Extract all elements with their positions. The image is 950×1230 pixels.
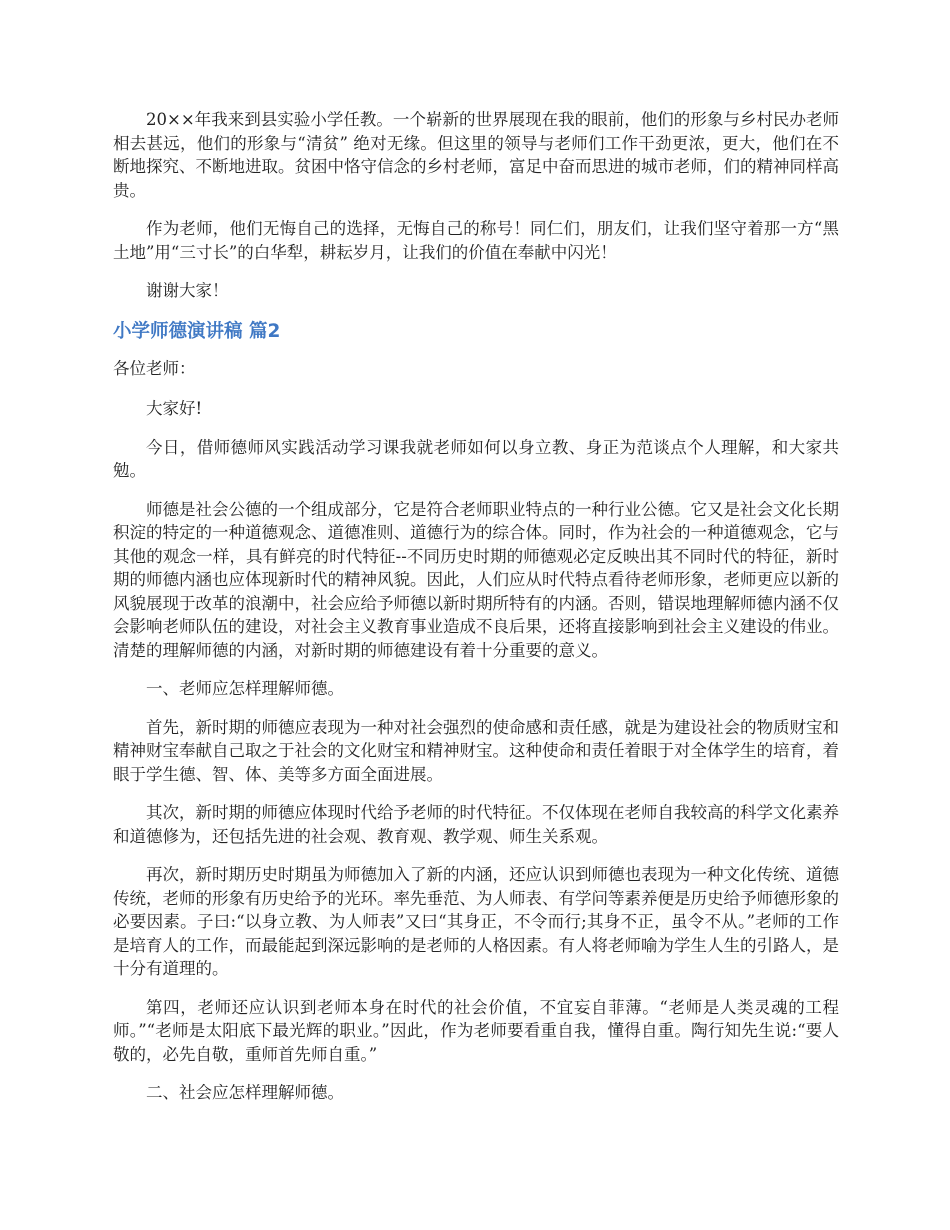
body-paragraph-2: 师德是社会公德的一个组成部分，它是符合老师职业特点的一种行业公德。它又是社会文化长期积淀的特定的一种道德观念、道德准则、道德行为的综合体。同时，作为社会的一种道德观念，它与其他的观念一样，具有鲜亮的时代特征--不同历史时期的师德观必定反映出其不同时代的特征，新时期的师德内涵也应体现新时代的精神风貌。因此，人们应从时代特点看待老师形象，老师更应以新的风貌展现于改革的浪潮中，社会应给予师德以新时期所特有的内涵。否则，错误地理解师德内涵不仅会影响老师队伍的建设，对社会主义教育事业造成不良后果，还将直接影响到社会主义建设的伟业。清楚的理解师德的内涵，对新时期的师德建设有着十分重要的意义。: [113, 499, 839, 660]
closing-thanks: 谢谢大家！: [146, 281, 229, 300]
intro-paragraph-2: 作为老师，他们无悔自己的选择，无悔自己的称号！同仁们，朋友们，让我们坚守着那一方“黑土地”用“三寸长”的白华犁，耕耘岁月，让我们的价值在奉献中闪光！: [113, 219, 839, 262]
salutation: 各位老师：: [113, 358, 196, 378]
body-paragraph-fourth: 第四，老师还应认识到老师本身在时代的社会价值，不宜妄自菲薄。“老师是人类灵魂的工程师。”“老师是太阳底下最光辉的职业。”因此，作为老师要看重自我，懂得自重。陶行知先生说:“要人敬的，必先自敬，重师首先师自重。”: [113, 997, 839, 1064]
body-paragraph-second: 其次，新时期的师德应体现时代给予老师的时代特征。不仅体现在老师自我较高的科学文化素养和道德修为，还包括先进的社会观、教育观、教学观、师生关系观。: [113, 803, 839, 846]
body-paragraph-first: 首先，新时期的师德应表现为一种对社会强烈的使命感和责任感，就是为建设社会的物质财宝和精神财宝奉献自己取之于社会的文化财宝和精神财宝。这种使命和责任着眼于对全体学生的培育，着眼于学生德、智、体、美等多方面全面进展。: [113, 717, 839, 784]
intro-paragraph-1: 20××年我来到县实验小学任教。一个崭新的世界展现在我的眼前，他们的形象与乡村民办老师相去甚远，他们的形象与“清贫” 绝对无缘。但这里的领导与老师们工作干劲更浓，更大，他们在不断地探究、不断地进取。贫困中恪守信念的乡村老师，富足中奋而思进的城市老师，们的精神同样高贵。: [113, 110, 839, 200]
section-title: 小学师德演讲稿 篇2: [113, 320, 281, 342]
subheading-society-understanding: 二、社会应怎样理解师德。: [146, 1083, 344, 1102]
greeting: 大家好!: [146, 399, 203, 418]
body-paragraph-1: 今日，借师德师风实践活动学习课我就老师如何以身立教、身正为范谈点个人理解，和大家共勉。: [113, 437, 839, 480]
subheading-teacher-understanding: 一、老师应怎样理解师德。: [146, 679, 344, 698]
body-paragraph-third: 再次，新时期历史时期虽为师德加入了新的内涵，还应认识到师德也表现为一种文化传统、道德传统，老师的形象有历史给予的光环。率先垂范、为人师表、有学问等素养便是历史给予师德形象的必要因素。子曰:“以身立教、为人师表”又曰“其身正，不令而行;其身不正，虽令不从。”老师的工作是培育人的工作，而最能起到深远影响的是老师的人格因素。有人将老师喻为学生人生的引路人，是十分有道理的。: [113, 865, 839, 978]
document-body: [113, 108, 839, 1120]
